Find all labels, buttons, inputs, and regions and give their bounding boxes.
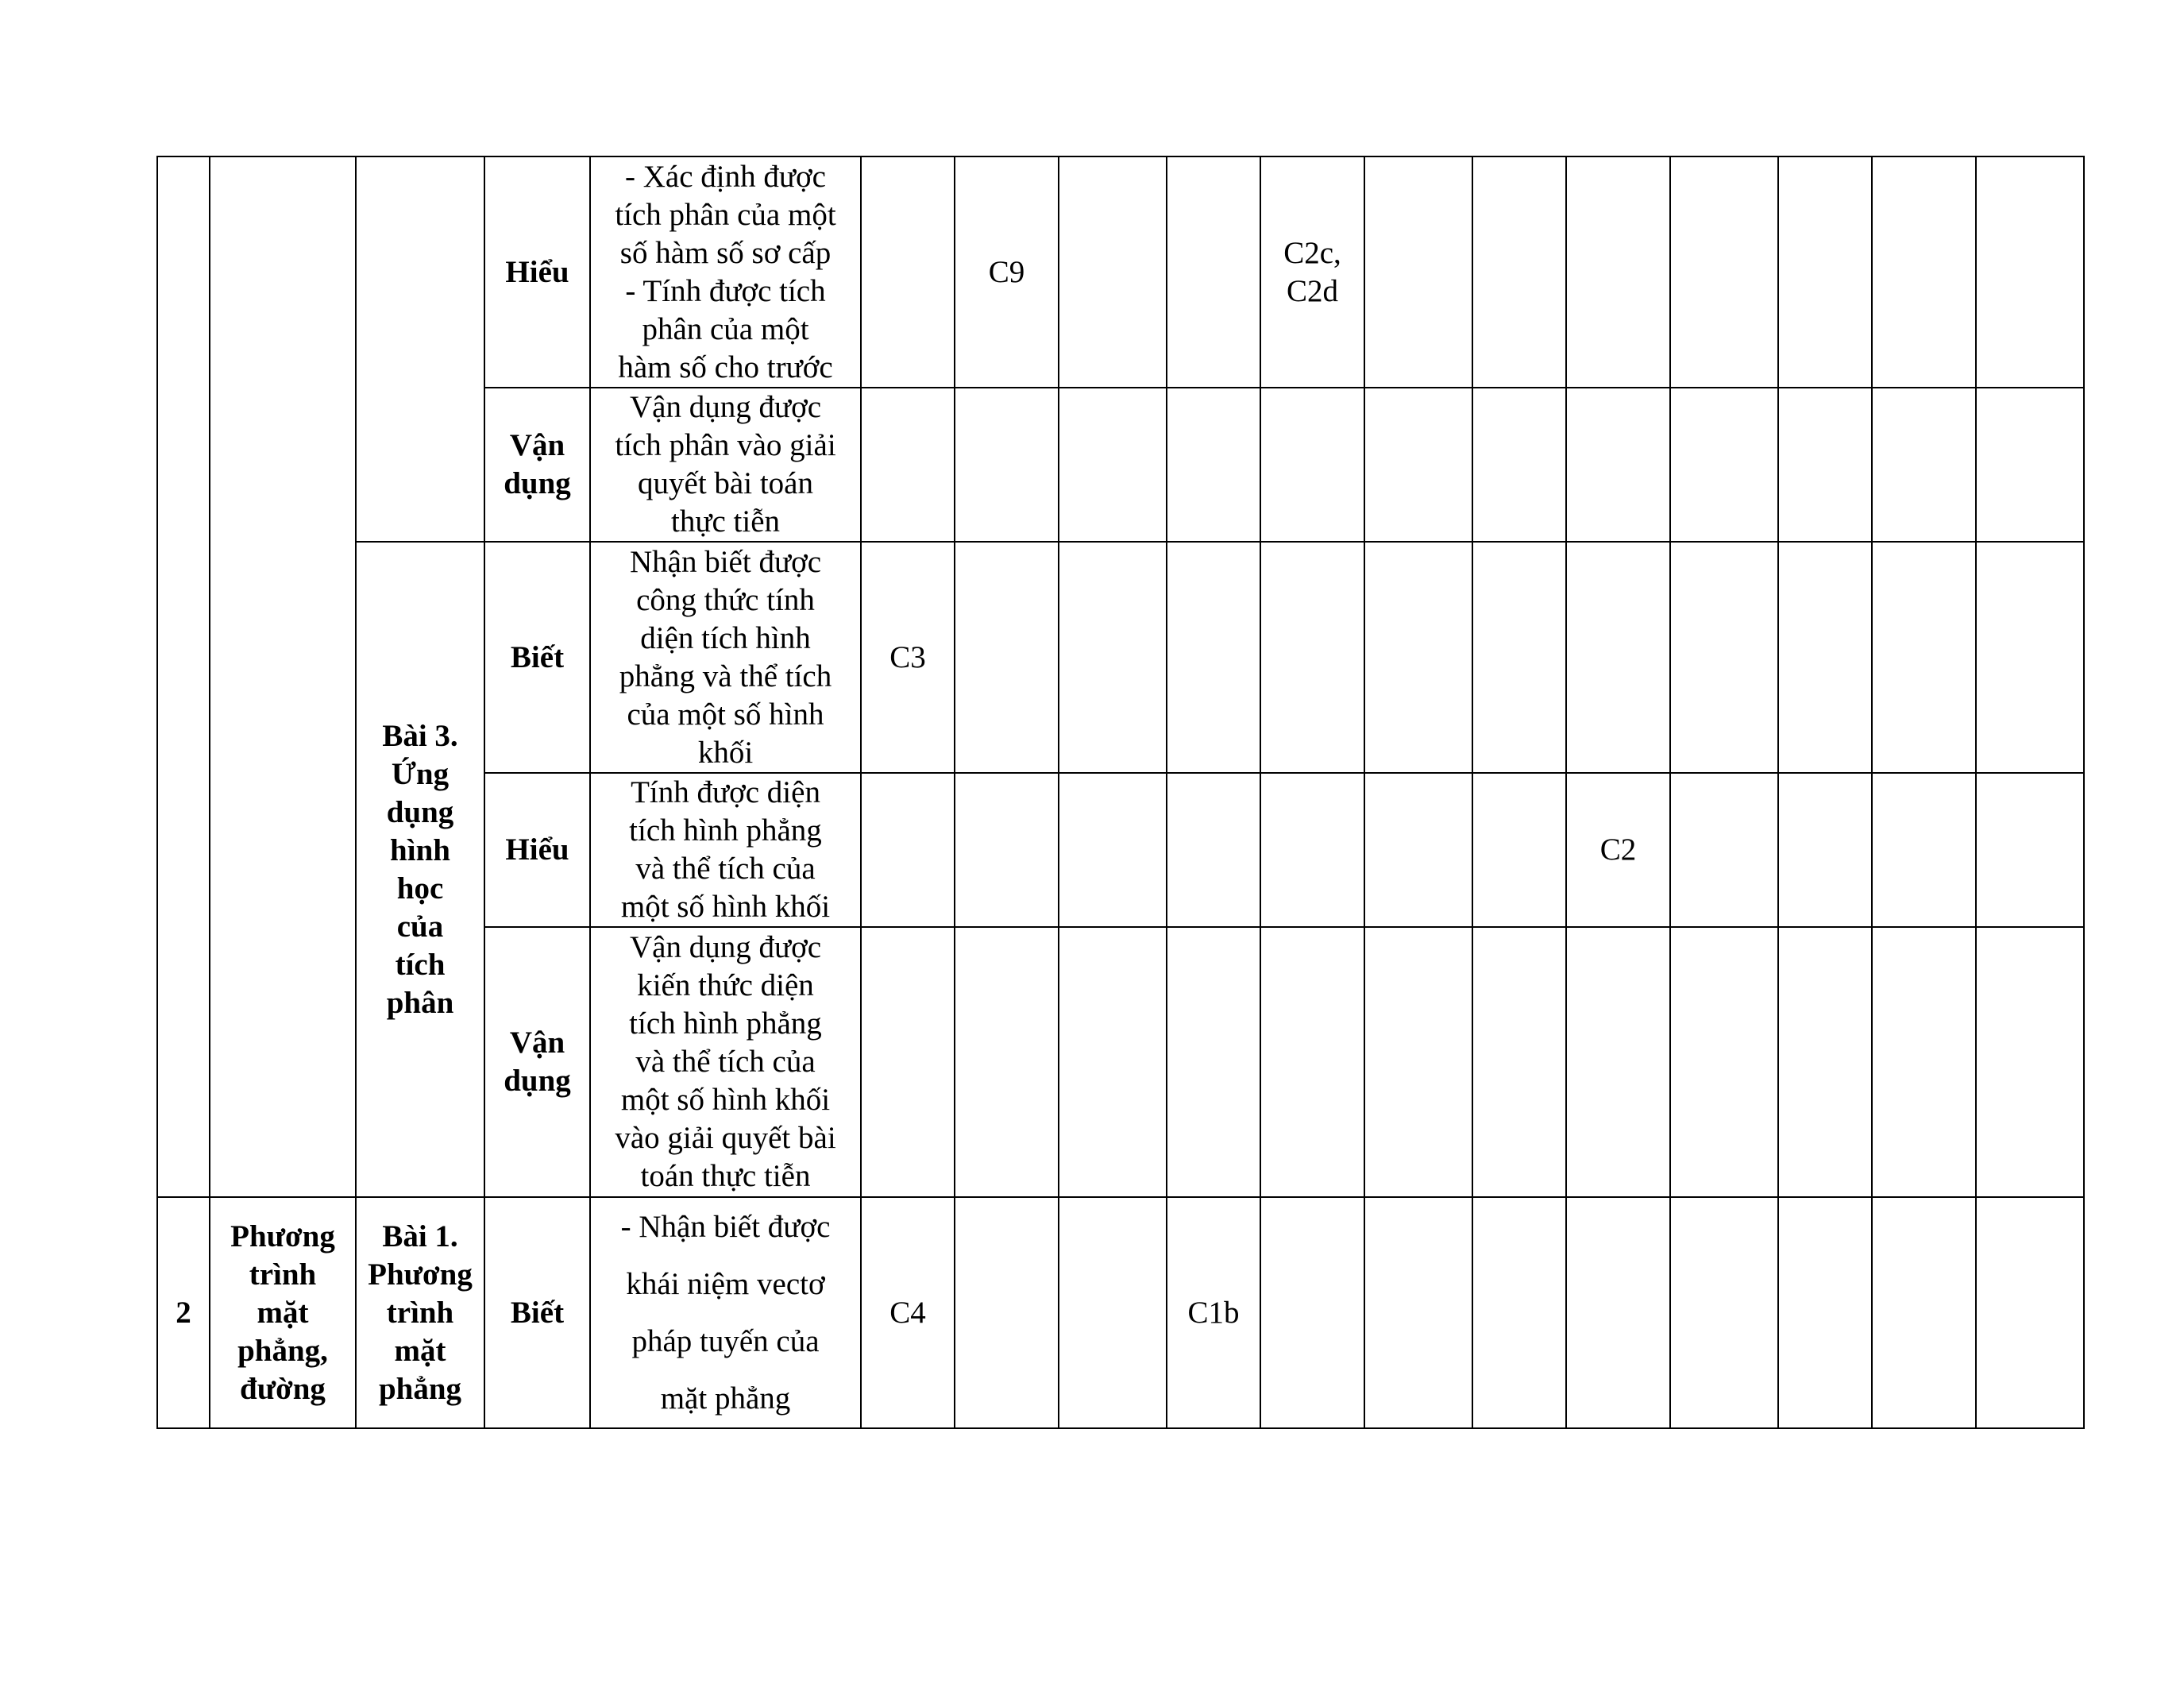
- question-cell: [1566, 156, 1670, 388]
- question-cell: [1364, 1197, 1472, 1428]
- question-cell: [955, 542, 1059, 773]
- lesson-cell: Bài 1. Phương trình mặt phẳng: [356, 1197, 484, 1428]
- question-cell: [1260, 1197, 1364, 1428]
- question-cell: [1167, 542, 1260, 773]
- question-cell: [861, 927, 955, 1197]
- question-cell: [1976, 542, 2084, 773]
- question-cell: [1472, 388, 1566, 542]
- question-cell: [1872, 1197, 1976, 1428]
- question-cell: [1260, 388, 1364, 542]
- question-cell: [1059, 156, 1167, 388]
- question-cell: C9: [955, 156, 1059, 388]
- question-cell: [1364, 773, 1472, 927]
- index-cell: 2: [157, 1197, 210, 1428]
- question-cell: [1976, 388, 2084, 542]
- question-cell: C2: [1566, 773, 1670, 927]
- question-cell: [1670, 388, 1778, 542]
- question-cell: [861, 388, 955, 542]
- question-cell: C2c, C2d: [1260, 156, 1364, 388]
- requirement-cell: - Nhận biết được khái niệm vectơ pháp tuyến của mặt phẳng: [590, 1197, 861, 1428]
- requirement-cell: Nhận biết được công thức tính diện tích hình phẳng và thể tích của một số hình khối: [590, 542, 861, 773]
- question-cell: [1472, 1197, 1566, 1428]
- question-cell: C4: [861, 1197, 955, 1428]
- question-cell: [1778, 156, 1872, 388]
- index-cell: [157, 156, 210, 1197]
- chapter-cell: [210, 156, 356, 1197]
- requirement-cell: Vận dụng được tích phân vào giải quyết bài toán thực tiễn: [590, 388, 861, 542]
- question-cell: [1167, 773, 1260, 927]
- question-cell: [955, 773, 1059, 927]
- question-cell: [1778, 1197, 1872, 1428]
- question-cell: [1976, 773, 2084, 927]
- level-cell: Hiểu: [484, 773, 590, 927]
- question-cell: [861, 773, 955, 927]
- question-cell: [1059, 388, 1167, 542]
- question-cell: [1778, 388, 1872, 542]
- lesson-cell: [356, 156, 484, 542]
- level-cell: Vận dụng: [484, 388, 590, 542]
- question-cell: [1472, 156, 1566, 388]
- requirement-cell: - Xác định được tích phân của một số hàm số sơ cấp - Tính được tích phân của một hàm số cho trước: [590, 156, 861, 388]
- chapter-cell: Phương trình mặt phẳng, đường: [210, 1197, 356, 1428]
- table-row: [157, 1197, 2084, 1428]
- question-cell: [1976, 927, 2084, 1197]
- question-cell: [955, 927, 1059, 1197]
- question-cell: [1872, 927, 1976, 1197]
- question-cell: [861, 156, 955, 388]
- matrix-table: [156, 156, 2085, 1429]
- question-cell: [1059, 542, 1167, 773]
- level-cell: Biết: [484, 542, 590, 773]
- question-cell: [955, 388, 1059, 542]
- question-cell: [1872, 542, 1976, 773]
- question-cell: [1472, 773, 1566, 927]
- question-cell: [1059, 1197, 1167, 1428]
- requirement-cell: Vận dụng được kiến thức diện tích hình phẳng và thể tích của một số hình khối vào giải quyết bài toán thực tiễn: [590, 927, 861, 1197]
- level-cell: Biết: [484, 1197, 590, 1428]
- question-cell: [1566, 927, 1670, 1197]
- question-cell: [1778, 927, 1872, 1197]
- question-cell: [1778, 542, 1872, 773]
- question-cell: [1872, 388, 1976, 542]
- lesson-cell: Bài 3. Ứng dụng hình học của tích phân: [356, 542, 484, 1197]
- requirement-cell: Tính được diện tích hình phẳng và thể tích của một số hình khối: [590, 773, 861, 927]
- question-cell: [1566, 1197, 1670, 1428]
- question-cell: C1b: [1167, 1197, 1260, 1428]
- question-cell: [1472, 927, 1566, 1197]
- question-cell: [1976, 156, 2084, 388]
- question-cell: [1167, 156, 1260, 388]
- question-cell: [1566, 388, 1670, 542]
- question-cell: [1167, 388, 1260, 542]
- question-cell: [1364, 927, 1472, 1197]
- table-row: [157, 542, 2084, 773]
- question-cell: [1670, 156, 1778, 388]
- question-cell: [1472, 542, 1566, 773]
- question-cell: C3: [861, 542, 955, 773]
- table-row: [157, 156, 2084, 388]
- question-cell: [1670, 927, 1778, 1197]
- question-cell: [1976, 1197, 2084, 1428]
- question-cell: [1872, 156, 1976, 388]
- question-cell: [1364, 542, 1472, 773]
- level-cell: Vận dụng: [484, 927, 590, 1197]
- question-cell: [1364, 388, 1472, 542]
- question-cell: [1364, 156, 1472, 388]
- question-cell: [1670, 1197, 1778, 1428]
- question-cell: [1260, 773, 1364, 927]
- question-cell: [1670, 773, 1778, 927]
- question-cell: [1778, 773, 1872, 927]
- question-cell: [1167, 927, 1260, 1197]
- level-cell: Hiểu: [484, 156, 590, 388]
- question-cell: [1260, 542, 1364, 773]
- question-cell: [1566, 542, 1670, 773]
- question-cell: [1872, 773, 1976, 927]
- question-cell: [1670, 542, 1778, 773]
- question-cell: [1260, 927, 1364, 1197]
- question-cell: [1059, 927, 1167, 1197]
- question-cell: [1059, 773, 1167, 927]
- question-cell: [955, 1197, 1059, 1428]
